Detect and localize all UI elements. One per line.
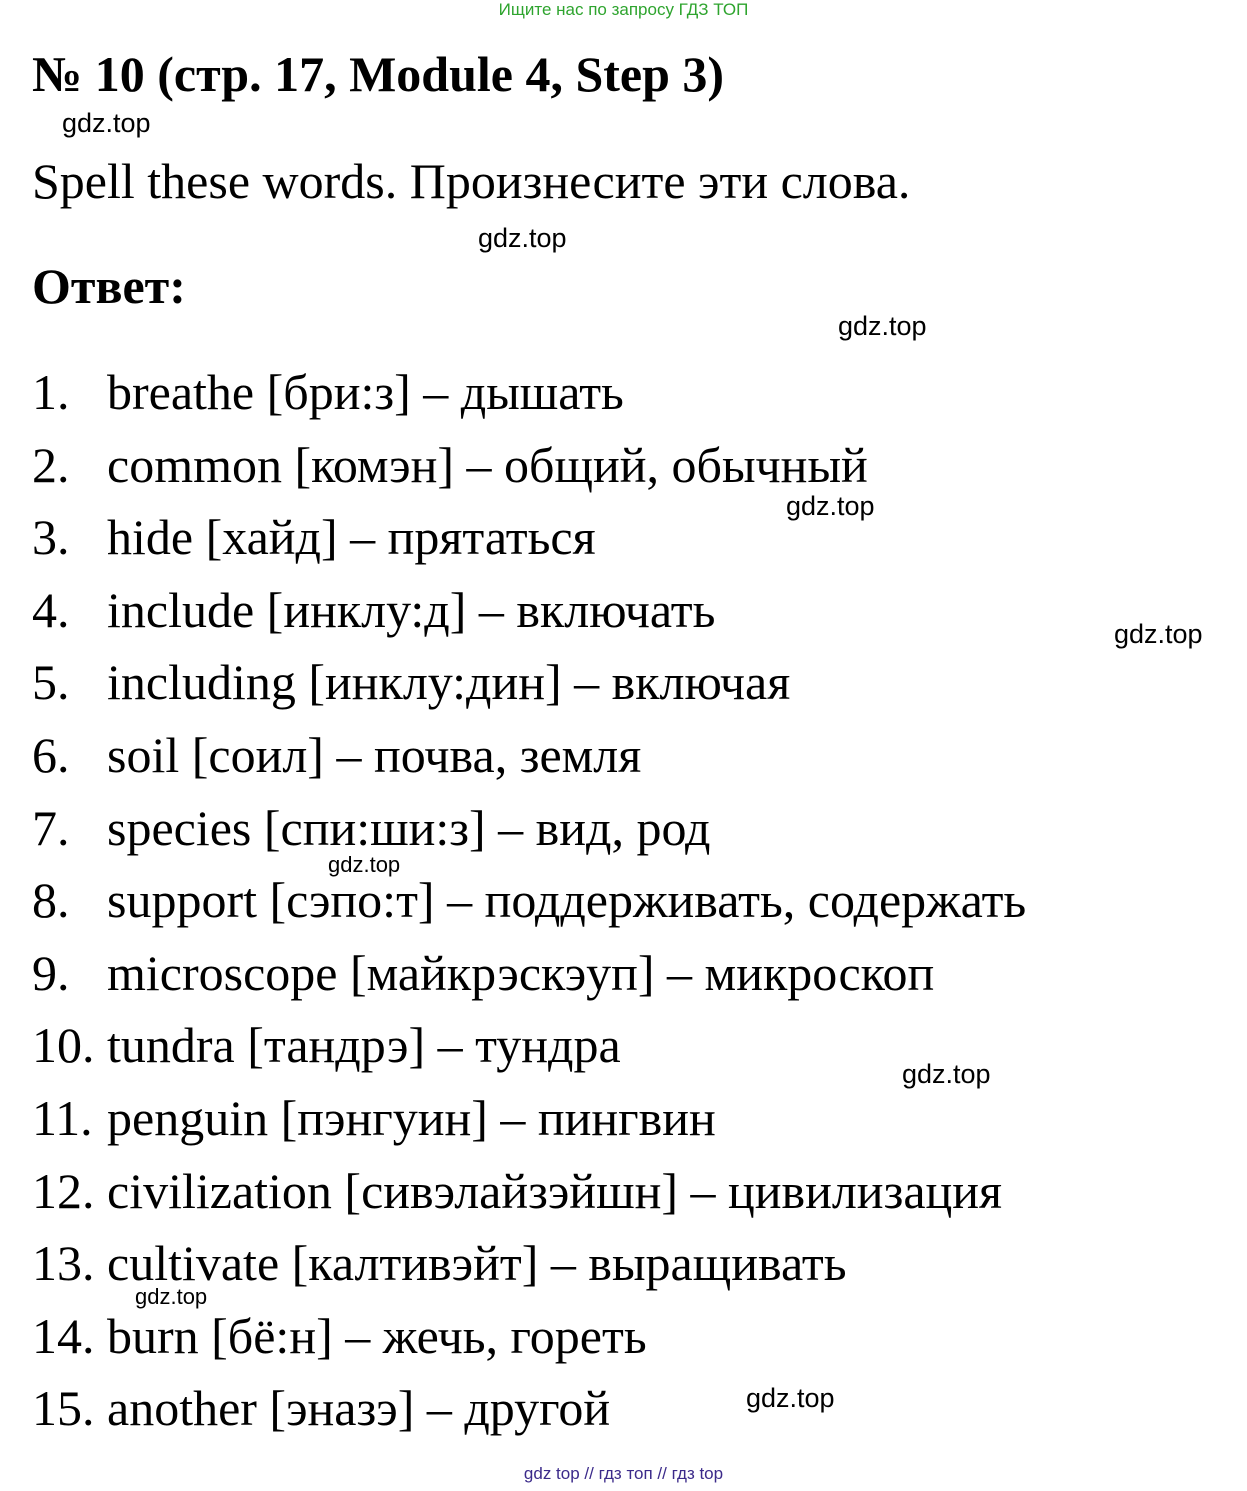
list-item bbox=[32, 864, 1026, 937]
word-list bbox=[32, 356, 1026, 1445]
item-text: common [комэн] – общий, обычный bbox=[107, 436, 868, 493]
item-number: 8. bbox=[32, 872, 70, 929]
item-number: 12. bbox=[32, 1162, 95, 1219]
item-text: including [инклу:дин] – включая bbox=[107, 654, 791, 711]
watermark: gdz.top bbox=[328, 852, 401, 877]
list-item bbox=[32, 1082, 1026, 1155]
exercise-instruction: Spell these words. Произнесите эти слова. bbox=[32, 153, 911, 209]
answer-heading: Ответ: bbox=[32, 258, 186, 314]
watermark: gdz.top bbox=[1114, 619, 1203, 649]
item-number: 6. bbox=[32, 726, 70, 783]
item-text: species [спи:ши:з] – вид, род bbox=[107, 799, 711, 856]
item-text: penguin [пэнгуин] – пингвин bbox=[107, 1089, 716, 1146]
item-number: 4. bbox=[32, 581, 70, 638]
item-text: civilization [сивэлайзэйшн] – цивилизация bbox=[107, 1162, 1003, 1219]
item-text: microscope [майкрэскэуп] – микроскоп bbox=[107, 944, 935, 1001]
item-number: 13. bbox=[32, 1235, 95, 1292]
item-text: tundra [тандрэ] – тундра bbox=[107, 1017, 621, 1074]
item-number: 15. bbox=[32, 1380, 95, 1437]
exercise-title: № 10 (стр. 17, Module 4, Step 3) bbox=[32, 46, 725, 102]
list-item bbox=[32, 501, 1026, 574]
item-text: cultivate [калтивэйт] – выращивать bbox=[107, 1235, 847, 1292]
list-item bbox=[32, 429, 1026, 502]
list-item bbox=[32, 356, 1026, 429]
item-number: 2. bbox=[32, 436, 70, 493]
list-item bbox=[32, 646, 1026, 719]
item-number: 7. bbox=[32, 799, 70, 856]
footer-watermark: gdz top // гдз топ // гдз top bbox=[523, 1464, 724, 1483]
item-number: 1. bbox=[32, 364, 70, 420]
search-banner: Ищите нас по запросу ГДЗ ТОП bbox=[498, 0, 749, 19]
list-item bbox=[32, 1155, 1026, 1228]
item-number: 3. bbox=[32, 509, 70, 566]
item-number: 14. bbox=[32, 1307, 95, 1364]
item-number: 11. bbox=[32, 1089, 93, 1146]
item-text: burn [бё:н] – жечь, гореть bbox=[107, 1307, 647, 1364]
item-text: hide [хайд] – прятаться bbox=[107, 509, 596, 566]
item-number: 5. bbox=[32, 654, 70, 711]
watermark: gdz.top bbox=[746, 1383, 835, 1413]
watermark: gdz.top bbox=[902, 1059, 991, 1089]
item-number: 10. bbox=[32, 1017, 95, 1074]
watermark: gdz.top bbox=[786, 491, 875, 521]
list-item bbox=[32, 792, 1026, 865]
watermark: gdz.top bbox=[478, 223, 567, 253]
watermark: gdz.top bbox=[838, 311, 927, 341]
item-text: breathe [бри:з] – дышать bbox=[107, 364, 624, 420]
list-item bbox=[32, 1300, 1026, 1373]
list-item bbox=[32, 1372, 1026, 1445]
item-text: soil [соил] – почва, земля bbox=[107, 726, 642, 783]
item-number: 9. bbox=[32, 944, 70, 1001]
list-item bbox=[32, 574, 1026, 647]
item-text: another [эназэ] – другой bbox=[107, 1380, 611, 1437]
list-item bbox=[32, 937, 1026, 1010]
item-text: include [инклу:д] – включать bbox=[107, 581, 716, 638]
watermark: gdz.top bbox=[62, 108, 151, 138]
list-item bbox=[32, 719, 1026, 792]
list-item bbox=[32, 1009, 1026, 1082]
watermark: gdz.top bbox=[135, 1284, 208, 1309]
item-text: support [сэпо:т] – поддерживать, содержать bbox=[107, 872, 1027, 929]
